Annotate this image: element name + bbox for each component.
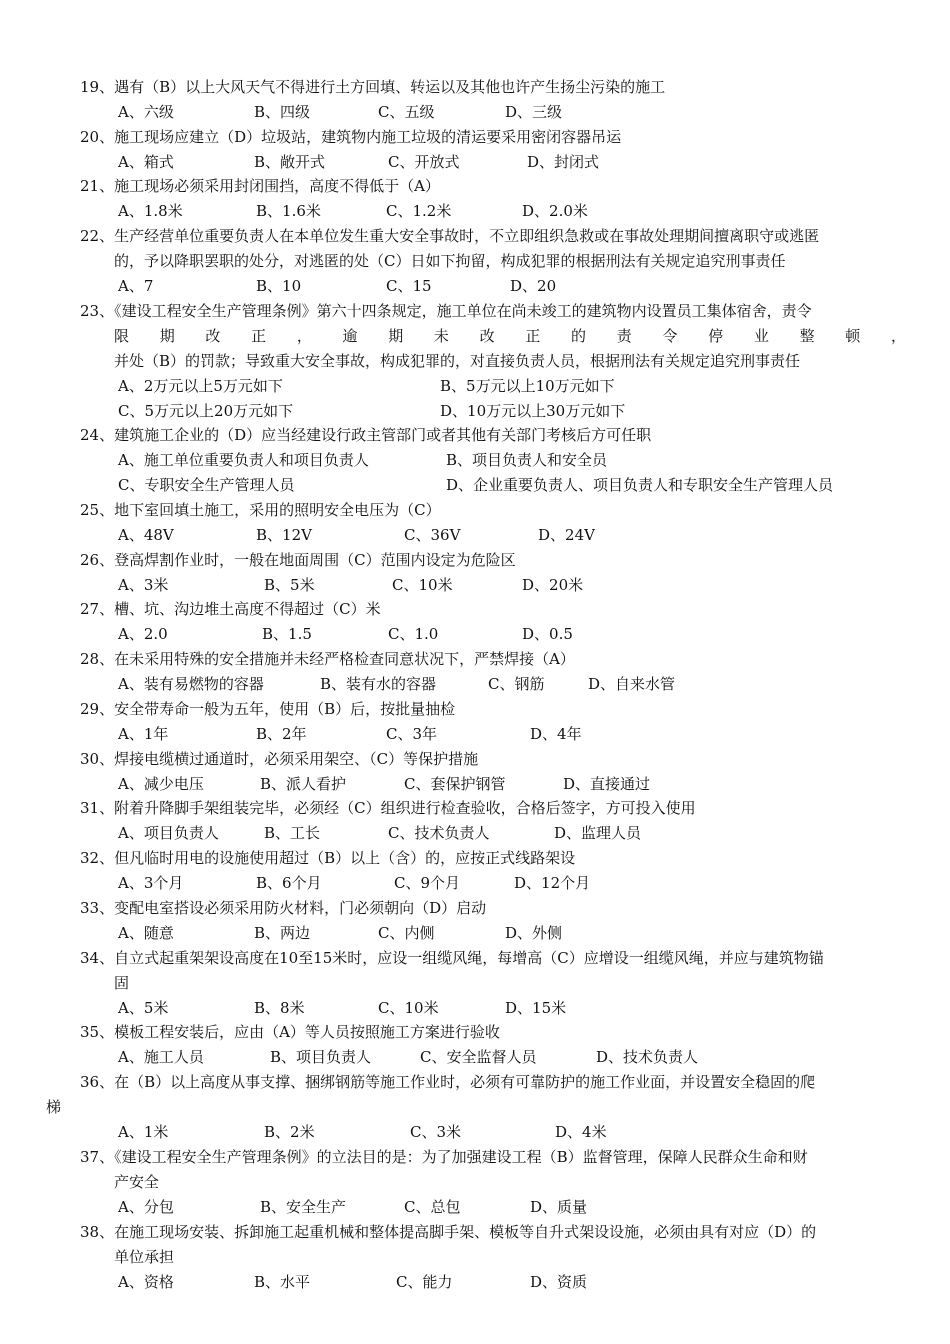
option-b: B、5万元以上10万元如下 xyxy=(440,377,615,395)
option-d: D、10万元以上30万元如下 xyxy=(440,402,626,420)
option-c: C、15 xyxy=(386,277,432,295)
option-d: D、技术负责人 xyxy=(596,1048,699,1066)
question-36: 36、在（B）以上高度从事支撑、捆绑钢筋等施工作业时，必须有可靠防护的施工作业面，并设置安全稳固的爬 xyxy=(80,1073,816,1091)
option-a: A、分包 xyxy=(118,1198,174,1216)
question-29: 29、安全带寿命一般为五年，使用（B）后，按批量抽检 xyxy=(80,700,456,718)
option-d: D、4年 xyxy=(530,725,582,743)
option-b: B、1.6米 xyxy=(256,202,321,220)
question-27: 27、槽、坑、沟边堆土高度不得超过（C）米 xyxy=(80,600,381,618)
option-d: D、24V xyxy=(538,526,595,544)
option-a: A、资格 xyxy=(118,1273,174,1291)
option-a: A、7 xyxy=(118,277,154,295)
question-19: 19、遇有（B）以上大风天气不得进行土方回填、转运以及其他也许产生扬尘污染的施工 xyxy=(80,78,666,96)
option-c: C、36V xyxy=(404,526,461,544)
option-b: B、装有水的容器 xyxy=(320,675,437,693)
option-a: A、3米 xyxy=(118,576,169,594)
option-a: A、48V xyxy=(118,526,174,544)
question-23: 23、《建设工程安全生产管理条例》第六十四条规定，施工单位在尚未竣工的建筑物内设置员工集体宿舍，责令 xyxy=(80,302,812,320)
option-b: B、两边 xyxy=(254,924,311,942)
option-a: A、5米 xyxy=(118,999,169,1017)
question-20: 20、施工现场应建立（D）垃圾站，建筑物内施工垃圾的清运要采用密闭容器吊运 xyxy=(80,128,622,146)
option-d: D、封闭式 xyxy=(527,153,600,171)
option-c: C、5万元以上20万元如下 xyxy=(118,402,294,420)
question-30: 30、焊接电缆横过通道时，必须采用架空、（C）等保护措施 xyxy=(80,750,479,768)
option-a: A、1米 xyxy=(118,1123,169,1141)
option-d: D、直接通过 xyxy=(563,775,651,793)
question-22-continued: 的，予以降职罢职的处分，对逃匿的处（C）日如下拘留，构成犯罪的根据刑法有关规定追究刑事责任 xyxy=(114,252,786,270)
option-c: C、内侧 xyxy=(378,924,435,942)
option-c: C、9个月 xyxy=(394,874,461,892)
option-d: D、自来水管 xyxy=(588,675,676,693)
option-d: D、20 xyxy=(510,277,557,295)
question-34: 34、自立式起重架架设高度在10至15米时，应设一组缆风绳，每增高（C）应增设一组缆风绳，并应与建筑物锚 xyxy=(80,949,824,967)
question-38: 38、在施工现场安装、拆卸施工起重机械和整体提高脚手架、模板等自升式架设设施，必须由具有对应（D）的 xyxy=(80,1223,817,1241)
option-a: A、六级 xyxy=(118,103,174,121)
option-b: B、2米 xyxy=(264,1123,315,1141)
option-a: A、项目负责人 xyxy=(118,824,219,842)
option-b: B、1.5 xyxy=(262,625,312,643)
option-d: D、质量 xyxy=(530,1198,588,1216)
option-a: A、2万元以上5万元如下 xyxy=(118,377,283,395)
option-c: C、10米 xyxy=(392,576,453,594)
question-23-continued: 并处（B）的罚款；导致重大安全事故，构成犯罪的，对直接负责人员，根据刑法有关规定追究刑事责任 xyxy=(114,352,801,370)
option-d: D、0.5 xyxy=(522,625,573,643)
question-24: 24、建筑施工企业的（D）应当经建设行政主管部门或者其他有关部门考核后方可任职 xyxy=(80,426,652,444)
question-37-continued: 产安全 xyxy=(114,1173,160,1191)
option-d: D、三级 xyxy=(505,103,563,121)
question-28: 28、在未采用特殊的安全措施并未经严格检查同意状况下，严禁焊接（A） xyxy=(80,650,575,668)
question-38-continued: 单位承担 xyxy=(114,1248,175,1266)
option-b: B、项目负责人和安全员 xyxy=(446,451,608,469)
option-c: C、3年 xyxy=(386,725,438,743)
question-33: 33、变配电室搭设必须采用防火材料，门必须朝向（D）启动 xyxy=(80,899,487,917)
option-b: B、5米 xyxy=(264,576,315,594)
option-b: B、敞开式 xyxy=(254,153,326,171)
option-c: C、套保护钢管 xyxy=(404,775,506,793)
option-a: A、施工人员 xyxy=(118,1048,204,1066)
option-c: C、专职安全生产管理人员 xyxy=(118,476,295,494)
option-b: B、工长 xyxy=(264,824,321,842)
option-d: D、12个月 xyxy=(514,874,591,892)
option-d: D、4米 xyxy=(555,1123,607,1141)
option-c: C、钢筋 xyxy=(488,675,545,693)
option-c: C、能力 xyxy=(396,1273,453,1291)
option-d: D、外侧 xyxy=(505,924,563,942)
option-b: B、2年 xyxy=(256,725,307,743)
option-d: D、15米 xyxy=(505,999,567,1017)
question-32: 32、但凡临时用电的设施使用超过（B）以上（含）的，应按正式线路架设 xyxy=(80,849,576,867)
option-c: C、1.2米 xyxy=(386,202,452,220)
option-c: C、3米 xyxy=(410,1123,462,1141)
option-b: B、12V xyxy=(256,526,312,544)
option-a: A、1年 xyxy=(118,725,169,743)
question-23-continued: 限期改正，逾期未改正的责令停业整顿， xyxy=(114,327,906,345)
question-26: 26、登高焊割作业时，一般在地面周围（C）范围内设定为危险区 xyxy=(80,551,516,569)
option-b: B、6个月 xyxy=(256,874,322,892)
option-a: A、装有易燃物的容器 xyxy=(118,675,264,693)
question-25: 25、地下室回填土施工，采用的照明安全电压为（C） xyxy=(80,501,441,519)
option-d: D、2.0米 xyxy=(522,202,588,220)
option-c: C、五级 xyxy=(378,103,435,121)
option-a: A、3个月 xyxy=(118,874,184,892)
question-37: 37、《建设工程安全生产管理条例》的立法目的是：为了加强建设工程（B）监督管理，保障人民群众生命和财 xyxy=(80,1148,808,1166)
option-b: B、四级 xyxy=(254,103,311,121)
option-c: C、安全监督人员 xyxy=(420,1048,537,1066)
option-b: B、10 xyxy=(256,277,302,295)
question-22: 22、生产经营单位重要负责人在本单位发生重大安全事故时，不立即组织急救或在事故处理期间擅离职守或逃匿 xyxy=(80,227,820,245)
option-d: D、企业重要负责人、项目负责人和专职安全生产管理人员 xyxy=(446,476,834,494)
option-b: B、安全生产 xyxy=(260,1198,347,1216)
question-36-continued: 梯 xyxy=(46,1098,62,1116)
question-34-continued: 固 xyxy=(114,974,130,992)
option-d: D、20米 xyxy=(522,576,584,594)
question-21: 21、施工现场必须采用封闭围挡，高度不得低于（A） xyxy=(80,177,440,195)
option-a: A、施工单位重要负责人和项目负责人 xyxy=(118,451,369,469)
option-a: A、箱式 xyxy=(118,153,174,171)
option-c: C、总包 xyxy=(404,1198,461,1216)
option-b: B、水平 xyxy=(254,1273,311,1291)
option-a: A、减少电压 xyxy=(118,775,204,793)
option-b: B、8米 xyxy=(254,999,305,1017)
option-a: A、1.8米 xyxy=(118,202,183,220)
option-a: A、2.0 xyxy=(118,625,168,643)
option-b: B、派人看护 xyxy=(260,775,347,793)
option-c: C、技术负责人 xyxy=(388,824,490,842)
question-31: 31、附着升降脚手架组装完毕，必须经（C）组织进行检查验收，合格后签字，方可投入使用 xyxy=(80,799,696,817)
question-35: 35、模板工程安装后，应由（A）等人员按照施工方案进行验收 xyxy=(80,1023,500,1041)
option-b: B、项目负责人 xyxy=(270,1048,372,1066)
option-d: D、资质 xyxy=(530,1273,588,1291)
option-c: C、开放式 xyxy=(388,153,460,171)
option-c: C、10米 xyxy=(378,999,439,1017)
option-a: A、随意 xyxy=(118,924,174,942)
option-d: D、监理人员 xyxy=(554,824,642,842)
option-c: C、1.0 xyxy=(388,625,439,643)
